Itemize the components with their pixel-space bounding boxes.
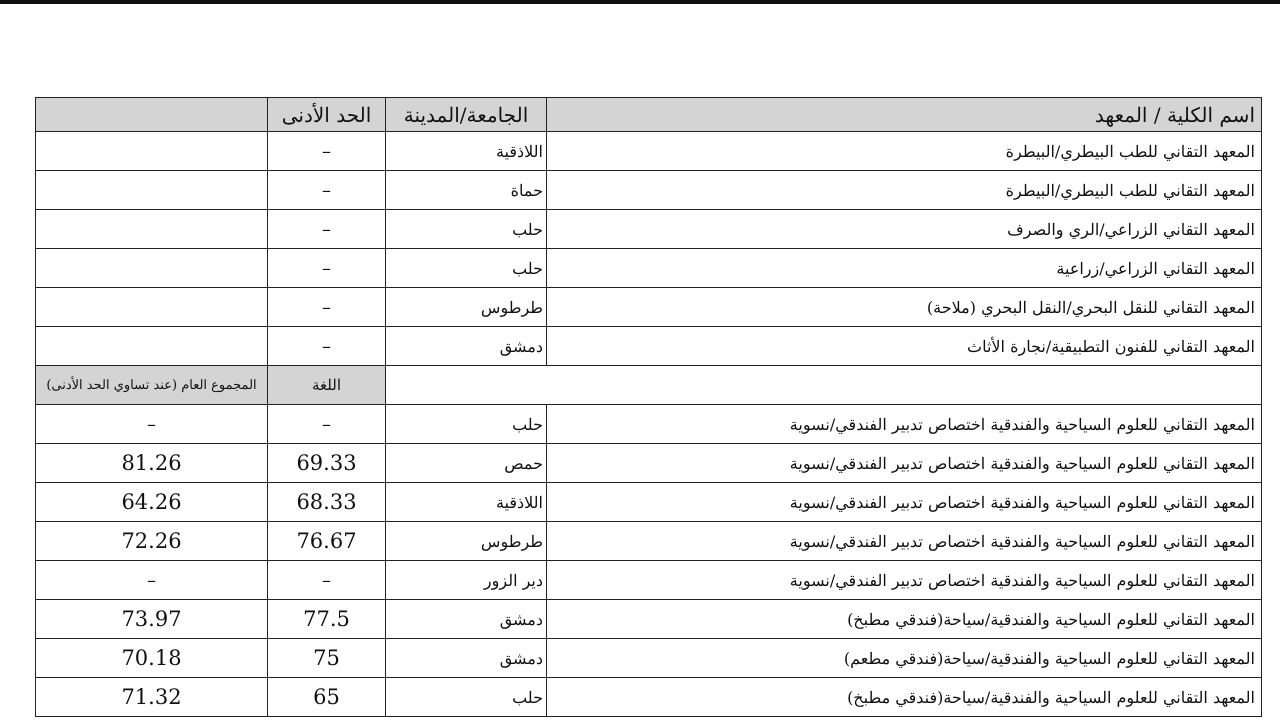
name-cell: المعهد التقاني للعلوم السياحية والفندقية اختصاص تدبير الفندقي/نسوية	[547, 561, 1262, 600]
sub-header-total: المجموع العام (عند تساوي الحد الأدنى)	[36, 366, 268, 405]
total-cell: 71.32	[36, 678, 268, 717]
language-cell: 75	[268, 639, 386, 678]
city-cell: دمشق	[386, 327, 547, 366]
name-cell: المعهد التقاني للطب البيطري/البيطرة	[547, 171, 1262, 210]
name-cell: المعهد التقاني للعلوم السياحية والفندقية/سياحة(فندقي مطبخ)	[547, 678, 1262, 717]
name-cell: المعهد التقاني للفنون التطبيقية/نجارة الأثاث	[547, 327, 1262, 366]
city-cell: طرطوس	[386, 288, 547, 327]
language-cell: 76.67	[268, 522, 386, 561]
name-cell: المعهد التقاني للنقل البحري/النقل البحري (ملاحة)	[547, 288, 1262, 327]
empty-cell	[36, 327, 268, 366]
header-name: اسم الكلية / المعهد	[547, 98, 1262, 132]
header-city: الجامعة/المدينة	[386, 98, 547, 132]
name-cell: المعهد التقاني للعلوم السياحية والفندقية اختصاص تدبير الفندقي/نسوية	[547, 483, 1262, 522]
language-cell: –	[268, 561, 386, 600]
city-cell: اللاذقية	[386, 483, 547, 522]
city-cell: دمشق	[386, 639, 547, 678]
table-row	[36, 444, 1262, 483]
city-cell: اللاذقية	[386, 132, 547, 171]
name-cell: المعهد التقاني الزراعي/زراعية	[547, 249, 1262, 288]
city-cell: حماة	[386, 171, 547, 210]
table-row	[36, 483, 1262, 522]
min-cell: –	[268, 210, 386, 249]
city-cell: حلب	[386, 405, 547, 444]
name-cell: المعهد التقاني للعلوم السياحية والفندقية/سياحة(فندقي مطبخ)	[547, 600, 1262, 639]
city-cell: دير الزور	[386, 561, 547, 600]
table-row	[36, 249, 1262, 288]
empty-cell	[36, 249, 268, 288]
table-row	[36, 600, 1262, 639]
header-empty-cell	[36, 98, 268, 132]
name-cell: المعهد التقاني الزراعي/الري والصرف	[547, 210, 1262, 249]
total-cell: 72.26	[36, 522, 268, 561]
name-cell: المعهد التقاني للعلوم السياحية والفندقية اختصاص تدبير الفندقي/نسوية	[547, 444, 1262, 483]
table-row	[36, 405, 1262, 444]
language-cell: 69.33	[268, 444, 386, 483]
city-cell: طرطوس	[386, 522, 547, 561]
name-cell: المعهد التقاني للطب البيطري/البيطرة	[547, 132, 1262, 171]
name-cell: المعهد التقاني للعلوم السياحية والفندقية اختصاص تدبير الفندقي/نسوية	[547, 405, 1262, 444]
total-cell: 81.26	[36, 444, 268, 483]
table-row	[36, 678, 1262, 717]
sub-header-blank	[386, 366, 1262, 405]
name-cell: المعهد التقاني للعلوم السياحية والفندقية اختصاص تدبير الفندقي/نسوية	[547, 522, 1262, 561]
top-edge-bar	[0, 0, 1280, 4]
city-cell: حلب	[386, 678, 547, 717]
total-cell: 70.18	[36, 639, 268, 678]
table-header-row	[36, 98, 1262, 132]
empty-cell	[36, 132, 268, 171]
min-cell: –	[268, 327, 386, 366]
header-min: الحد الأدنى	[268, 98, 386, 132]
total-cell: 64.26	[36, 483, 268, 522]
table-row	[36, 132, 1262, 171]
name-cell: المعهد التقاني للعلوم السياحية والفندقية/سياحة(فندقي مطعم)	[547, 639, 1262, 678]
sub-header-language: اللغة	[268, 366, 386, 405]
admissions-table	[35, 97, 1262, 717]
table-row	[36, 288, 1262, 327]
min-cell: –	[268, 171, 386, 210]
table-row	[36, 327, 1262, 366]
total-cell: 73.97	[36, 600, 268, 639]
table-row	[36, 171, 1262, 210]
table-row	[36, 522, 1262, 561]
min-cell: –	[268, 249, 386, 288]
min-cell: –	[268, 132, 386, 171]
empty-cell	[36, 210, 268, 249]
city-cell: حلب	[386, 249, 547, 288]
table-row	[36, 639, 1262, 678]
empty-cell	[36, 171, 268, 210]
total-cell: –	[36, 405, 268, 444]
city-cell: حمص	[386, 444, 547, 483]
language-cell: 77.5	[268, 600, 386, 639]
min-cell: –	[268, 288, 386, 327]
table-row	[36, 561, 1262, 600]
language-cell: 65	[268, 678, 386, 717]
city-cell: حلب	[386, 210, 547, 249]
city-cell: دمشق	[386, 600, 547, 639]
empty-cell	[36, 288, 268, 327]
total-cell: –	[36, 561, 268, 600]
language-cell: 68.33	[268, 483, 386, 522]
sub-header-row	[36, 366, 1262, 405]
language-cell: –	[268, 405, 386, 444]
table-row	[36, 210, 1262, 249]
